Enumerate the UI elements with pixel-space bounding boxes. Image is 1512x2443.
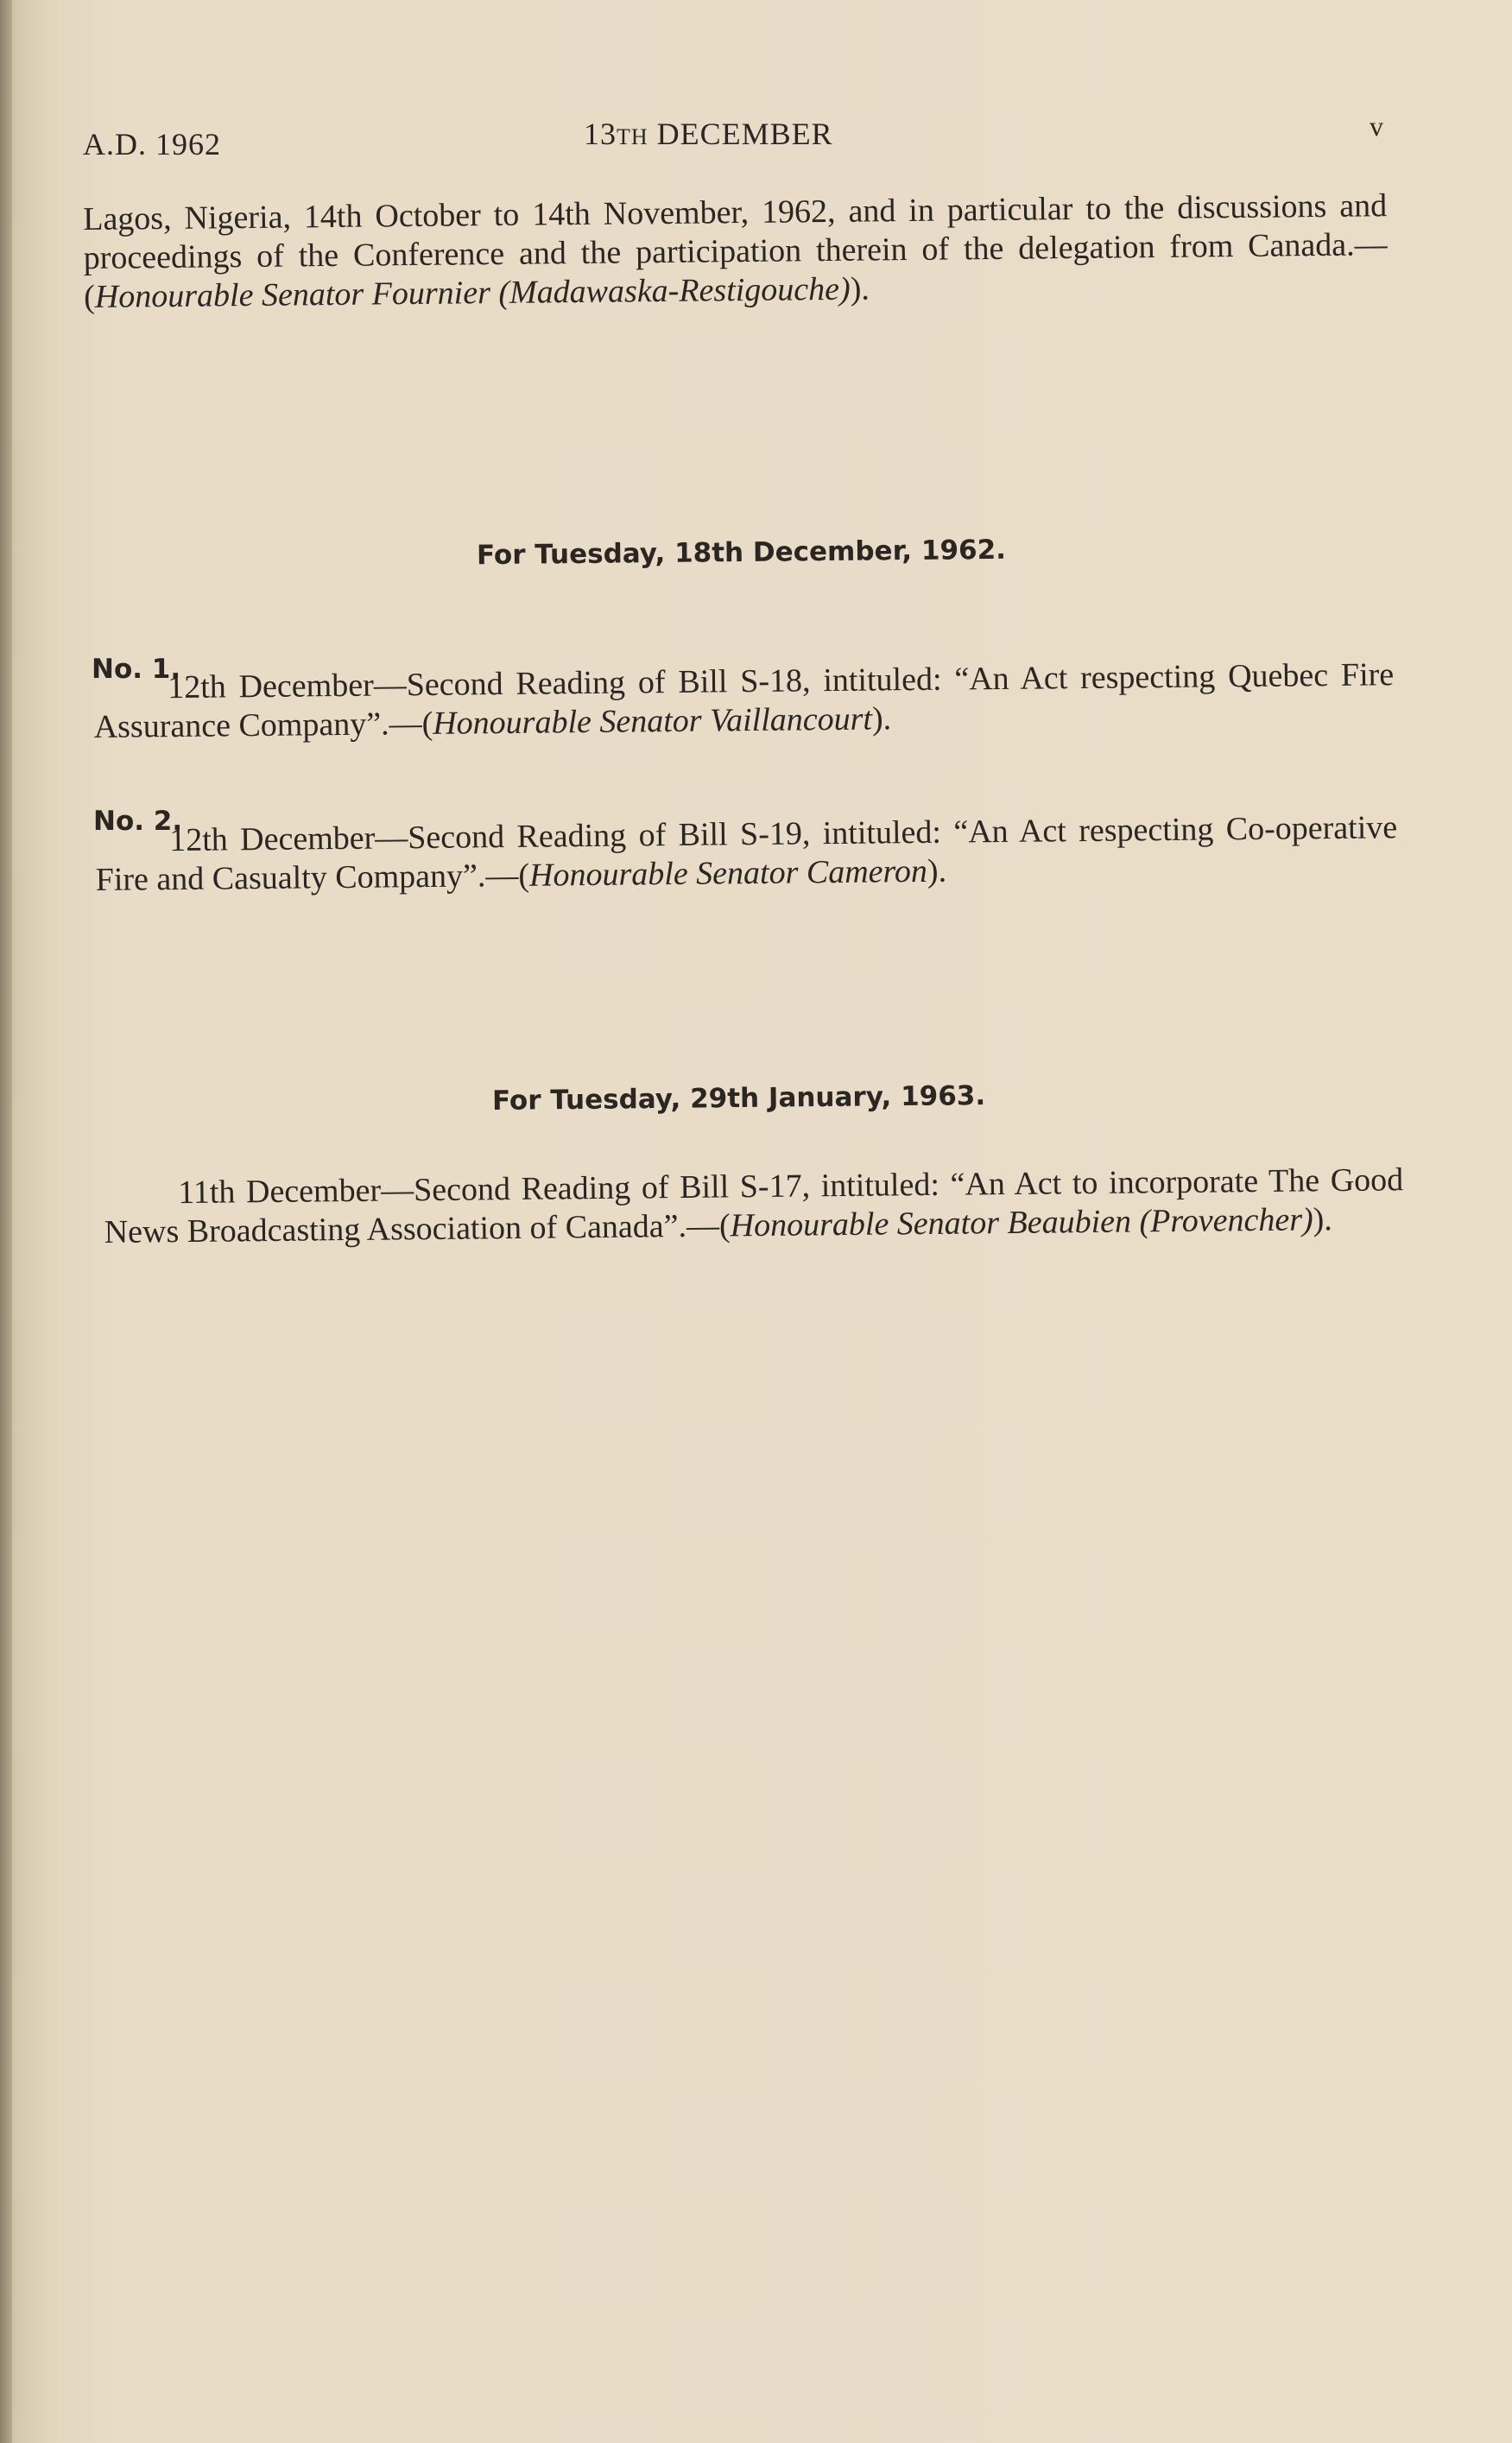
- running-head-date: 13TH DECEMBER: [584, 117, 833, 151]
- item-label-no-2: No. 2.: [93, 806, 183, 837]
- page-spine-shadow: [0, 0, 12, 2443]
- order-item-2: 12th December—Second Reading of Bill S-19, intituled: “An Act respecting Co-operative Fire and Casualty Company”.—(Honourable Senator Cameron).: [95, 809, 1398, 898]
- order-item-1: 12th December—Second Reading of Bill S-18, intituled: “An Act respecting Quebec Fire Assurance Company”.—(Honourable Senator Vaillancourt).: [93, 656, 1395, 745]
- item-label-no-1: No. 1.: [92, 654, 181, 685]
- order-item-bill-s17: 11th December—Second Reading of Bill S-17, intituled: “An Act to incorporate The Good News Broadcasting Association of Canada”.—(Honourable Senator Beaubien (Provencher)).: [104, 1161, 1404, 1250]
- section-heading-18-december: For Tuesday, 18th December, 1962.: [476, 534, 1007, 572]
- continuation-paragraph: Lagos, Nigeria, 14th October to 14th November, 1962, and in particular to the discussions and proceedings of the Conference and the participation therein of the delegation from Canada.—(Honourable Senator Fournier (Madawaska-Restigouche)).: [83, 187, 1388, 315]
- page-number: v: [1370, 111, 1384, 142]
- section-heading-29-january: For Tuesday, 29th January, 1963.: [491, 1080, 986, 1117]
- running-head: [83, 111, 1384, 162]
- running-head-year: A.D. 1962: [83, 127, 221, 161]
